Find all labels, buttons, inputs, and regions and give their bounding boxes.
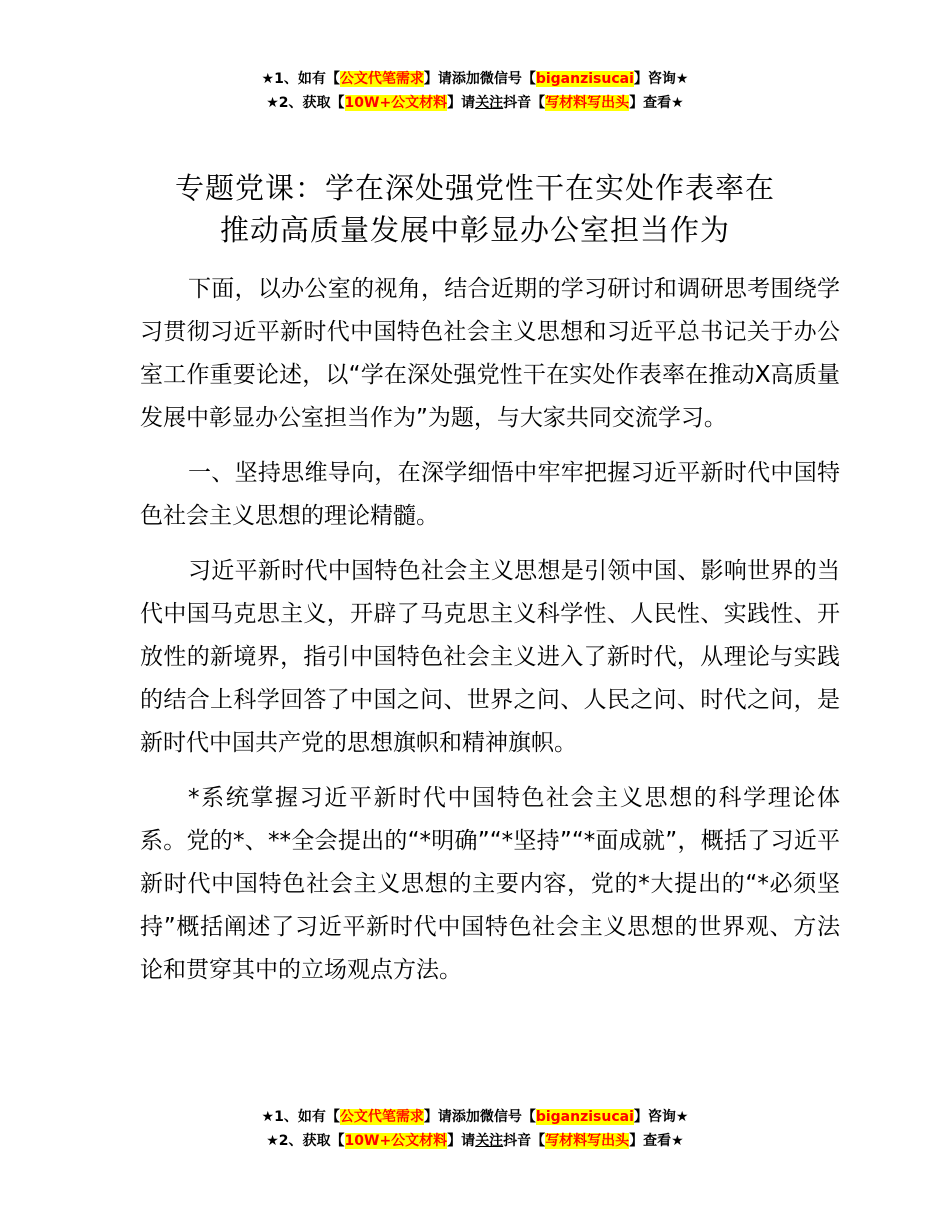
promo-text: ★2、获取【 — [266, 95, 345, 111]
body-paragraph: *系统掌握习近平新时代中国特色社会主义思想的科学理论体系。党的*、**全会提出的“*明确”“*坚持”“*面成就”，概括了习近平新时代中国特色社会主义思想的主要内容，党的*大提出的“*必须坚持”概括阐述了习近平新时代中国特色社会主义思想的世界观、方法论和贯穿其中的立场观点方法。 — [140, 785, 840, 983]
promo-text: 】请 — [447, 1133, 476, 1149]
promo-text: ★2、获取【 — [266, 1133, 345, 1149]
promo-text: 】请添加微信号【 — [423, 71, 536, 87]
wechat-id-highlight: biganzisucai — [535, 1109, 634, 1125]
promo-line-1 — [0, 67, 950, 91]
promo-text: 】请 — [447, 95, 476, 111]
promo-text: 抖音【 — [503, 95, 546, 111]
promo-highlight: 10W+公文材料 — [344, 95, 448, 111]
footer-promo-banner — [0, 1105, 950, 1153]
promo-text: 】请添加微信号【 — [423, 1109, 536, 1125]
douyin-account-highlight: 写材料写出头 — [545, 1133, 630, 1149]
body-paragraph: 习近平新时代中国特色社会主义思想是引领中国、影响世界的当代中国马克思主义，开辟了马克思主义科学性、人民性、实践性、开放性的新境界，指引中国特色社会主义进入了新时代，从理论与实践的结合上科学回答了中国之问、世界之问、人民之问、时代之问，是新时代中国共产党的思想旗帜和精神旗帜。 — [140, 558, 840, 756]
title-line-2: 推动高质量发展中彰显办公室担当作为 — [219, 213, 730, 247]
promo-text: 】查看★ — [629, 95, 684, 111]
promo-highlight: 公文代笔需求 — [339, 1109, 424, 1125]
douyin-account-highlight: 写材料写出头 — [545, 95, 630, 111]
promo-highlight: 10W+公文材料 — [344, 1133, 448, 1149]
document-body — [140, 268, 840, 1004]
promo-underlined-text: 关注 — [475, 1133, 504, 1149]
promo-text: ★1、如有【 — [261, 71, 340, 87]
header-promo-banner — [0, 67, 950, 115]
promo-line-1 — [0, 1105, 950, 1129]
promo-text: ★1、如有【 — [261, 1109, 340, 1125]
promo-line-2 — [0, 91, 950, 115]
promo-text: 】咨询★ — [633, 71, 689, 87]
promo-text: 】查看★ — [629, 1133, 684, 1149]
body-paragraph-section-heading: 一、坚持思维导向，在深学细悟中牢牢把握习近平新时代中国特色社会主义思想的理论精髓。 — [140, 460, 840, 529]
promo-underlined-text: 关注 — [475, 95, 504, 111]
body-paragraph-intro: 下面，以办公室的视角，结合近期的学习研讨和调研思考围绕学习贯彻习近平新时代中国特色社会主义思想和习近平总书记关于办公室工作重要论述，以“学在深处强党性干在实处作表率在推动X高质量发展中彰显办公室担当作为”为题，与大家共同交流学习。 — [140, 276, 840, 431]
promo-highlight: 公文代笔需求 — [339, 71, 424, 87]
wechat-id-highlight: biganzisucai — [535, 71, 634, 87]
promo-line-2 — [0, 1129, 950, 1153]
promo-text: 】咨询★ — [633, 1109, 689, 1125]
title-line-1: 专题党课：学在深处强党性干在实处作表率在 — [174, 171, 775, 205]
document-title — [120, 167, 830, 251]
promo-text: 抖音【 — [503, 1133, 546, 1149]
